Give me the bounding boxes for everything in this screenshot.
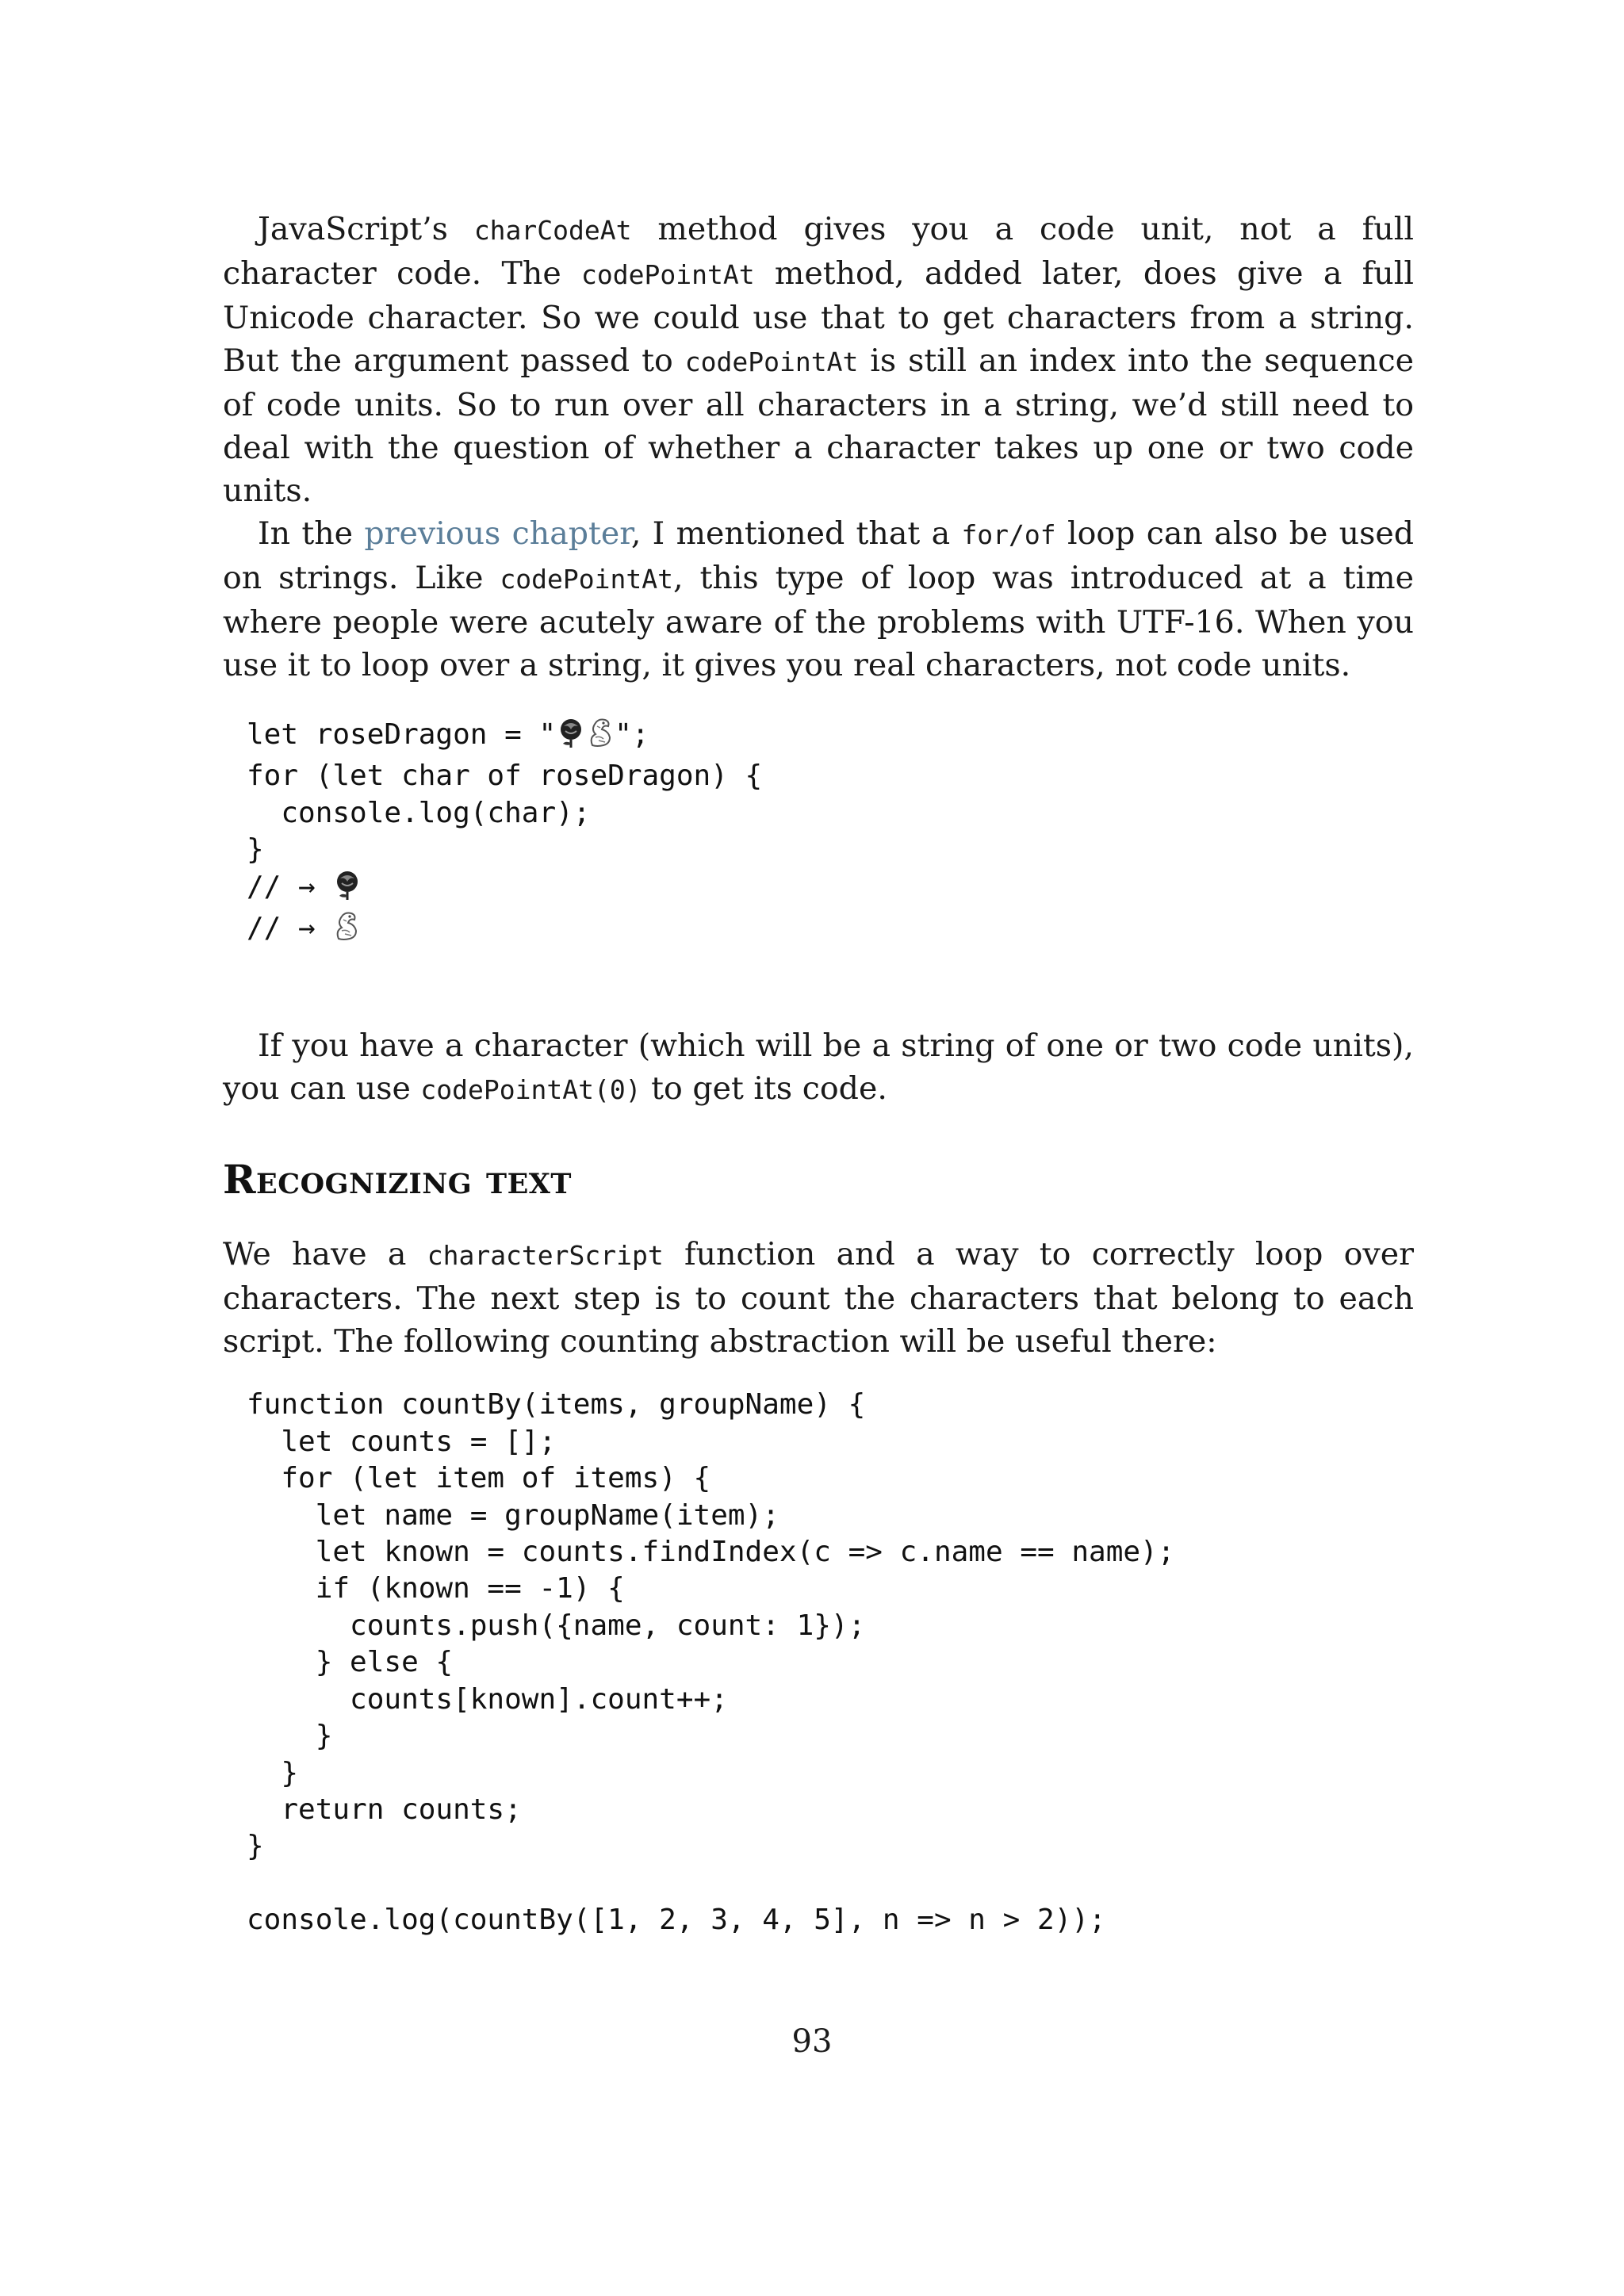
text: We have a bbox=[223, 1236, 427, 1273]
page-number: 93 bbox=[791, 2023, 833, 2060]
code-block-countby: function countBy(items, groupName) { let counts = []; for (let item of items) { let name = groupName(item); let known = counts.findIndex(c => c.name == name); if (known == -1) { counts.push({name, count: 1}); } else { counts[known].count++; } } return counts; } console.log(countBy([1, 2, 3, 4, 5], n => n > 2)); bbox=[247, 1388, 1175, 1937]
code-comment: // → bbox=[247, 870, 333, 903]
code-line: } bbox=[247, 833, 264, 867]
text: function and a way to correctly loop over characters. The next step is to count the characters that belong to each script. The following counting abstraction will be useful there: bbox=[223, 1236, 1414, 1360]
code-comment: // → bbox=[247, 912, 333, 945]
paragraph-charcodeat bbox=[223, 208, 1414, 512]
page-body bbox=[223, 208, 1414, 1939]
section-heading: Recognizing text bbox=[223, 1156, 572, 1203]
inline-code: codePointAt bbox=[500, 564, 673, 595]
inline-code: codePointAt(0) bbox=[420, 1074, 642, 1106]
rose-icon bbox=[556, 717, 586, 758]
inline-code: characterScript bbox=[427, 1240, 664, 1272]
dragon-icon bbox=[586, 717, 615, 758]
text: loop can also be used on strings. Like bbox=[223, 515, 1415, 596]
code-line: for (let char of roseDragon) { bbox=[247, 760, 763, 793]
text: JavaScript’s bbox=[258, 211, 474, 247]
inline-code: charCodeAt bbox=[473, 215, 632, 246]
text: to get its code. bbox=[641, 1070, 887, 1108]
text: If you have a character (which will be a string of one or two code units), you can use bbox=[223, 1027, 1414, 1108]
text: method gives you a code unit, not a full character code. The bbox=[223, 211, 1414, 292]
code-block-rose-dragon bbox=[223, 717, 1414, 951]
inline-code: for/of bbox=[961, 519, 1056, 550]
code-line: let roseDragon = " bbox=[247, 718, 557, 751]
inline-code: codePointAt bbox=[684, 346, 859, 377]
text: , this type of loop was introduced at a time where people were acutely aware of the problems with UTF-16. When you use it to loop over a string, it gives you real characters, not code units. bbox=[223, 560, 1414, 683]
code-line: "; bbox=[615, 718, 649, 751]
paragraph-codepointat bbox=[223, 1024, 1414, 1112]
dragon-icon bbox=[332, 910, 361, 951]
text: is still an index into the sequence of code units. So to run over all characters in a string, we’d still need to deal with the question of whether a character takes up one or two code units. bbox=[223, 342, 1414, 509]
previous-chapter-link[interactable]: previous chapter bbox=[364, 515, 631, 552]
text: method, added later, does give a full Unicode character. So we could use that to get characters from a string. But the argument passed to bbox=[223, 255, 1415, 379]
paragraph-counting bbox=[223, 1233, 1414, 1363]
code-line: console.log(char); bbox=[247, 796, 591, 829]
inline-code: codePointAt bbox=[581, 259, 755, 290]
text: , I mentioned that a bbox=[630, 515, 962, 552]
rose-icon bbox=[332, 869, 362, 910]
text: In the bbox=[258, 515, 365, 552]
paragraph-for-of bbox=[223, 512, 1414, 687]
